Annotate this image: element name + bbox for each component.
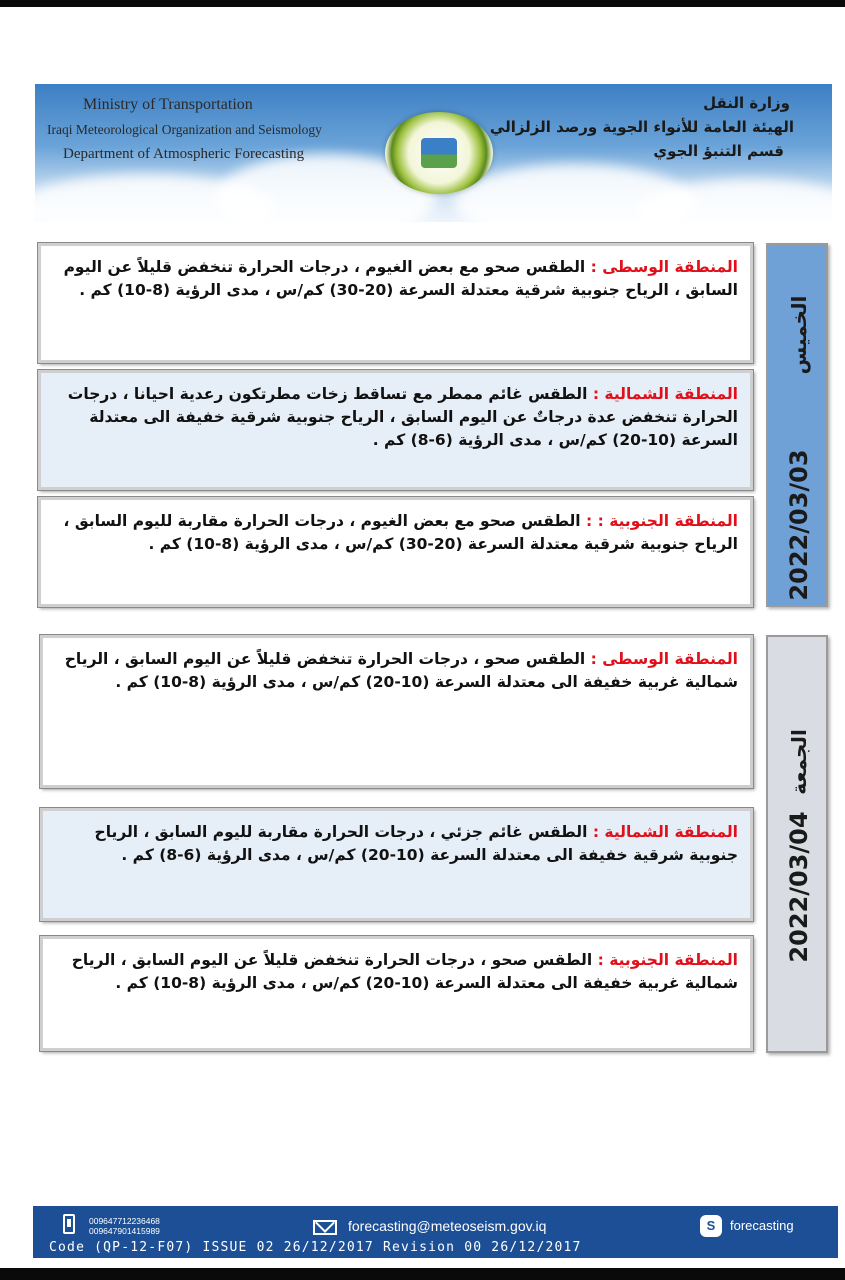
date-label: 2022/03/03 [785, 449, 813, 601]
organization-name-en: Iraqi Meteorological Organization and Seismology [47, 122, 322, 137]
forecast-text: الطقس صحو ، درجات الحرارة تنخفض قليلاً عن اليوم السابق ، الرياح شمالية غربية خفيفة الى معتدلة السرعة (10-20) كم/س ، مدى الرؤية (8-10) كم . [64, 650, 738, 691]
forecast-text: الطقس صحو مع بعض الغيوم ، درجات الحرارة مقاربة لليوم السابق ، الرياح جنوبية شرقية معتدلة السرعة (20-30) كم/س ، مدى الرؤية (8-10) كم . [63, 512, 738, 553]
footer-bar [33, 1206, 838, 1258]
forecast-text: الطقس صحو مع بعض الغيوم ، درجات الحرارة تنخفض قليلاً عن اليوم السابق ، الرياح جنوبية شرقية معتدلة السرعة (20-30) كم/س ، مدى الرؤية (8-10) كم . [63, 258, 738, 299]
date-label: 2022/03/04 [785, 811, 813, 963]
top-black-bar [0, 0, 845, 7]
forecast-text: الطقس غائم ممطر مع تساقط زخات مطرتكون رعدية احيانا ، درجات الحرارة تنخفض عدة درجاتٌ عن اليوم السابق ، الرياح جنوبية شرقية خفيفة الى معتدلة السرعة (10-20) كم/س ، مدى الرؤية (6-8) كم . [67, 385, 738, 449]
region-name: المنطقة الشمالية : [592, 823, 738, 841]
day-label: الخميس [787, 295, 811, 375]
phone-number: 009647712236468 [89, 1216, 160, 1226]
region-name: المنطقة الشمالية : [592, 385, 738, 403]
forecast-box [40, 808, 753, 921]
bottom-black-bar [0, 1268, 845, 1280]
forecast-box [38, 370, 753, 490]
region-name: المنطقة الوسطى : [590, 258, 738, 276]
forecast-text: الطقس صحو ، درجات الحرارة تنخفض قليلاً عن اليوم السابق ، الرياح شمالية غربية خفيفة الى معتدلة السرعة (10-20) كم/س ، مدى الرؤية (8-10) كم . [71, 951, 738, 992]
skype-icon: S [700, 1215, 722, 1237]
region-name: المنطقة الجنوبية : [597, 951, 738, 969]
region-name: المنطقة الوسطى : [590, 650, 738, 668]
region-name: المنطقة الجنوبية : : [586, 512, 738, 530]
ministry-name-en: Ministry of Transportation [83, 96, 253, 113]
organization-logo [385, 112, 493, 194]
day-label: الجمعة [787, 729, 811, 795]
forecast-box [40, 635, 753, 788]
document-code: Code (QP-12-F07) ISSUE 02 26/12/2017 Revision 00 26/12/2017 [49, 1240, 582, 1255]
phone-number: 009647901415989 [89, 1226, 160, 1236]
phone-numbers [89, 1216, 160, 1236]
date-column [766, 635, 828, 1053]
header-banner [35, 84, 832, 222]
forecast-text: الطقس غائم جزئي ، درجات الحرارة مقاربة لليوم السابق ، الرياح جنوبية شرقية خفيفة الى معتدلة السرعة (10-20) كم/س ، مدى الرؤية (6-8) كم . [94, 823, 738, 864]
mail-icon [313, 1220, 337, 1235]
phone-icon [63, 1214, 75, 1234]
department-name-en: Department of Atmospheric Forecasting [63, 146, 305, 162]
email-address[interactable]: forecasting@meteoseism.gov.iq [348, 1218, 547, 1234]
ministry-name-ar: وزارة النقل [703, 94, 790, 112]
forecast-box [38, 243, 753, 363]
forecast-box [38, 497, 753, 607]
department-name-ar: قسم التنبؤ الجوي [653, 142, 784, 160]
forecast-box [40, 936, 753, 1051]
date-column [766, 243, 828, 607]
organization-name-ar: الهيئة العامة للأنواء الجوية ورصد الزلزالي [489, 118, 794, 136]
logo-emblem-icon [421, 138, 457, 168]
skype-handle[interactable]: forecasting [730, 1218, 794, 1233]
